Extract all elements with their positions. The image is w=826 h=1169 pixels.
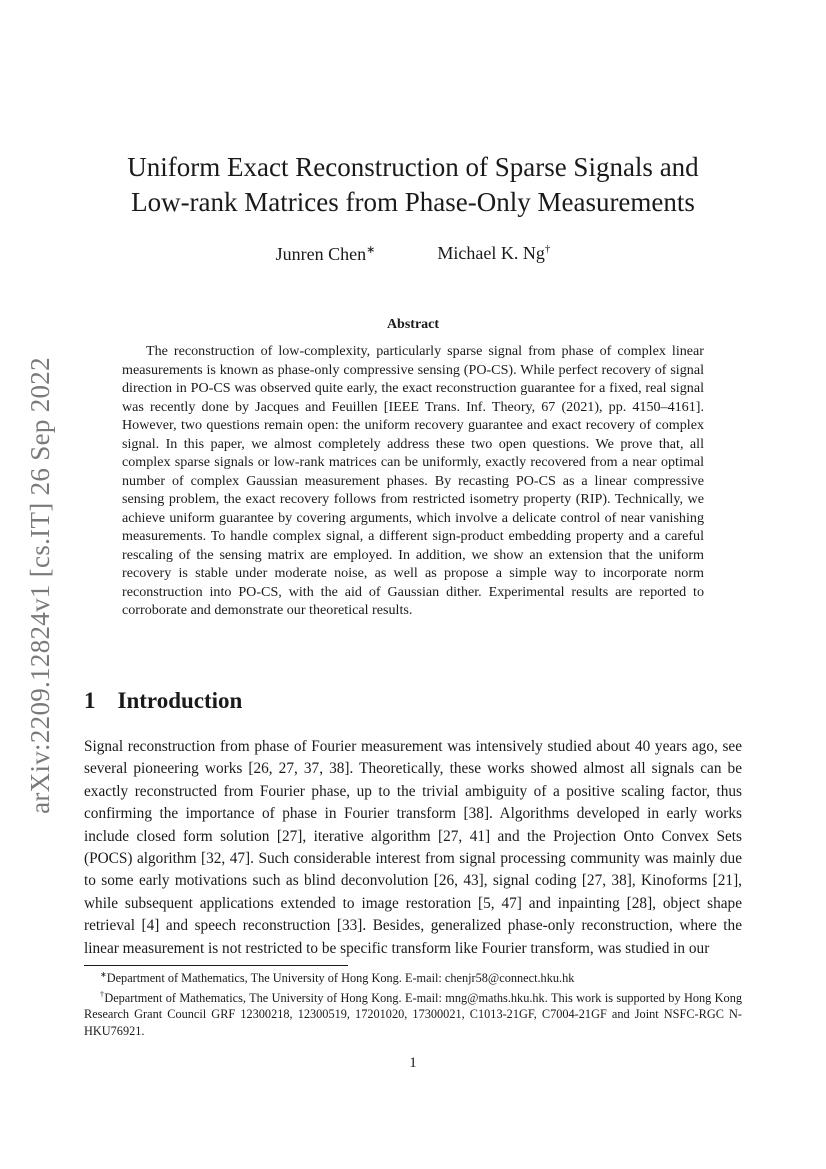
paper-title xyxy=(90,150,736,220)
abstract-body: The reconstruction of low-complexity, particularly sparse signal from phase of complex linear measurements is known as phase-only compressive sensing (PO-CS). While perfect recovery of signal direction in PO-CS was observed quite early, the exact reconstruction guarantee for a fixed, real signal was recently done by Jacques and Feuillen [IEEE Trans. Inf. Theory, 67 (2021), pp. 4150–4161]. However, two questions remain open: the uniform recovery guarantee and exact recovery of complex signal. In this paper, we almost completely address these two open questions. We prove that, all complex sparse signals or low-rank matrices can be uniformly, exactly recovered from a near optimal number of complex Gaussian measurement phases. By recasting PO-CS as a linear compressive sensing problem, the exact recovery follows from restricted isometry property (RIP). Technically, we achieve uniform guarantee by covering arguments, which involve a delicate control of near vanishing measurements. To handle complex signal, a different sign-product embedding property and a careful rescaling of the sensing matrix are employed. In addition, we show an extension that the uniform recovery is stable under moderate noise, as well as propose a simple way to incorporate norm reconstruction into PO-CS, with the aid of Gaussian dither. Experimental results are reported to corroborate and demonstrate our theoretical results. xyxy=(122,343,704,618)
author-name: Michael K. Ng xyxy=(437,243,545,263)
arxiv-identifier: arXiv:2209.12824v1 [cs.IT] 26 Sep 2022 xyxy=(24,356,55,814)
section-number: 1 xyxy=(84,688,96,713)
author xyxy=(276,243,376,265)
footnote xyxy=(84,967,742,987)
title-line-1: Uniform Exact Reconstruction of Sparse Signals and xyxy=(127,152,699,182)
section-heading xyxy=(84,688,242,714)
author-name: Junren Chen xyxy=(275,244,367,264)
author-list xyxy=(90,243,736,265)
footnote-text: Department of Mathematics, The University of Hong Kong. E-mail: chenjr58@connect.hku.hk xyxy=(106,971,575,985)
arxiv-identifier-stamp xyxy=(14,345,66,825)
footnote-divider xyxy=(84,965,348,966)
section-title: Introduction xyxy=(117,688,243,713)
abstract-heading: Abstract xyxy=(386,317,440,332)
page-number: 1 xyxy=(409,1055,417,1071)
footnotes xyxy=(84,967,742,1039)
author-footnote-mark: † xyxy=(544,243,551,255)
footnote-text: Department of Mathematics, The University of Hong Kong. E-mail: mng@maths.hku.hk. This work is supported by Hong Kong Research Grant Council GRF 12300218, 12300519, 17201020, 17300021, C1013-21GF, C7004-21GF and Joint NSFC-RGC N-HKU76921. xyxy=(84,990,742,1038)
introduction-body: Signal reconstruction from phase of Fourier measurement was intensively studied about 40 years ago, see several pioneering works [26, 27, 37, 38]. Theoretically, these works showed almost all signals can be exactly reconstructed from Fourier phase, up to the trivial ambiguity of a positive scaling factor, thus confirming the importance of phase in Fourier transform [38]. Algorithms developed in early works include closed form solution [27], iterative algorithm [27, 41] and the Projection Onto Convex Sets (POCS) algorithm [32, 47]. Such considerable interest from signal processing community was mainly due to some early motivations such as blind deconvolution [26, 43], signal coding [27, 38], Kinoforms [21], while subsequent applications extended to image restoration [5, 47] and inpainting [28], object shape retrieval [4] and speech reconstruction [33]. Besides, generalized phase-only reconstruction, where the linear measurement is not restricted to be specific transform like Fourier transform, was studied in our xyxy=(84,738,742,957)
footnote xyxy=(84,987,742,1040)
title-line-2: Low-rank Matrices from Phase-Only Measurements xyxy=(131,187,695,217)
author-footnote-mark: ∗ xyxy=(366,244,376,256)
footnote-mark: † xyxy=(100,989,105,999)
author xyxy=(437,243,550,265)
footnote-mark: ∗ xyxy=(100,970,107,979)
